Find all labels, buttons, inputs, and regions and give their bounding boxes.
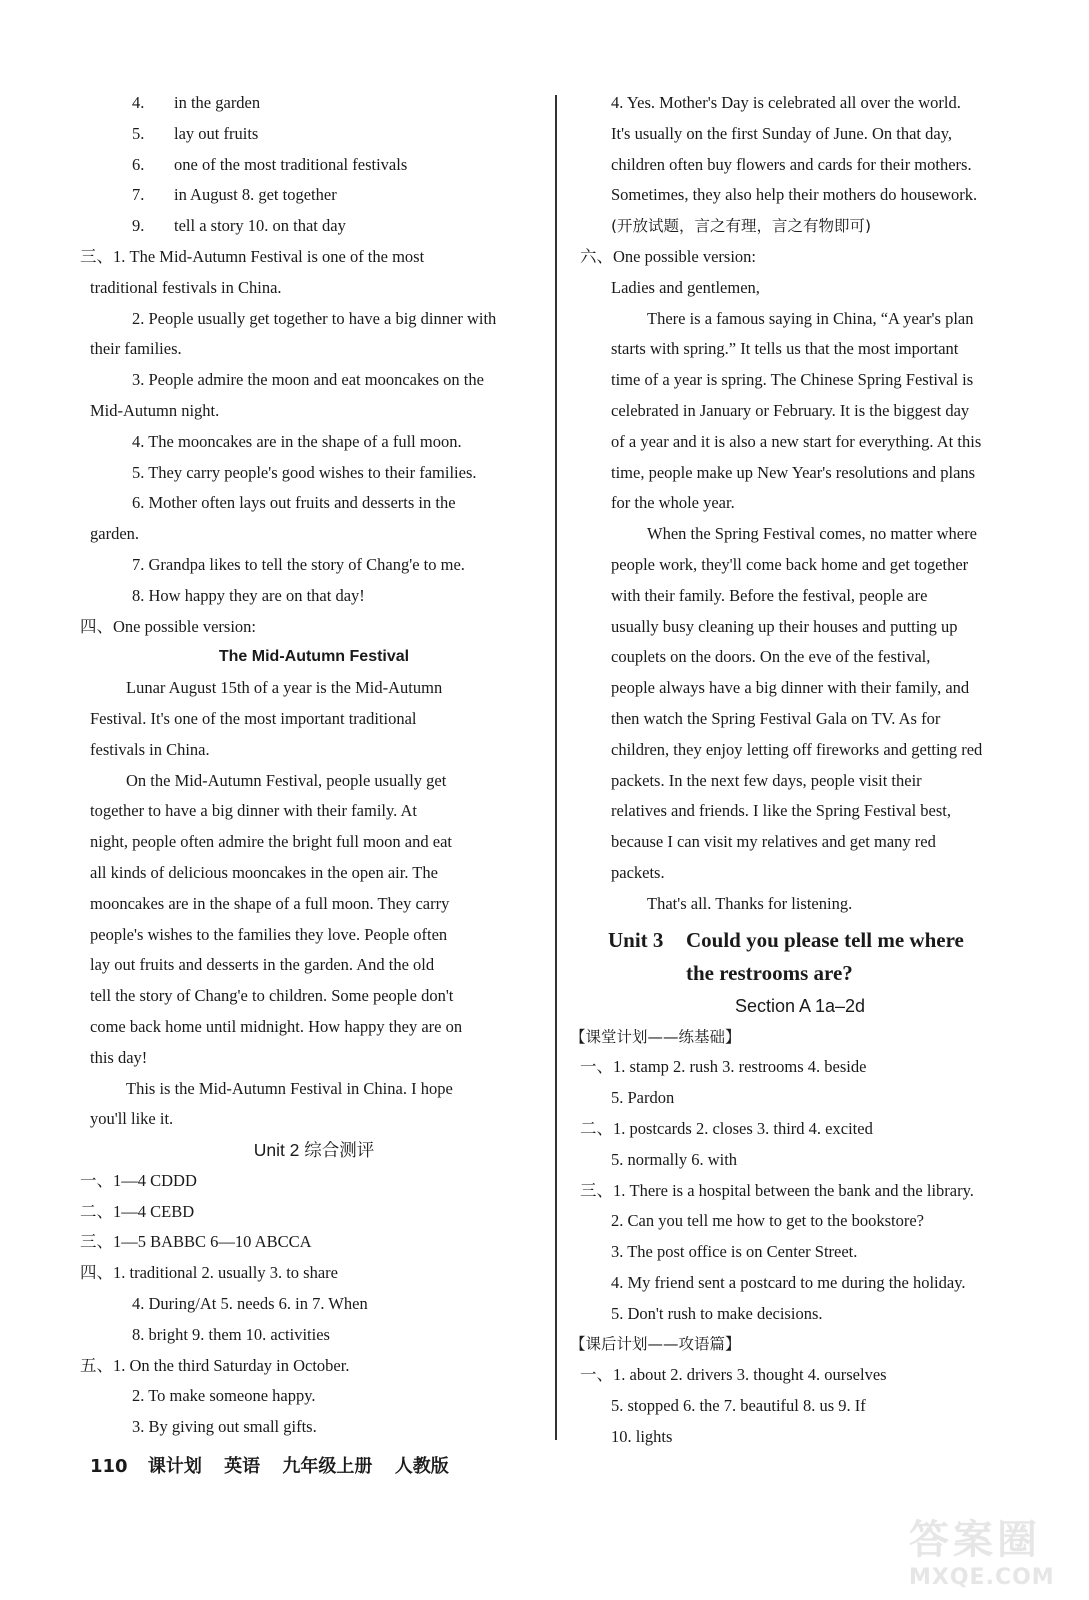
subject-name: 英语 <box>224 1456 261 1477</box>
answer-line: 5. Pardon <box>611 1088 675 1108</box>
answer-line: Mid-Autumn night. <box>90 400 220 420</box>
book-name: 课计划 <box>147 1456 202 1477</box>
answer-line: 4. During/At 5. needs 6. in 7. When <box>132 1294 368 1314</box>
answer-note: (开放试题，言之有理，言之有物即可) <box>611 217 872 236</box>
watermark <box>909 1508 1059 1588</box>
essay-line: This is the Mid-Autumn Festival in China. I hope <box>126 1078 453 1098</box>
answer-line: 5. normally 6. with <box>611 1149 738 1169</box>
speech-line: packets. In the next few days, people visit their <box>611 770 922 790</box>
essay-line: this day! <box>90 1047 148 1067</box>
unit3-title-line: the restrooms are? <box>686 960 853 985</box>
speech-line: because I can visit my relatives and get many red <box>611 832 936 852</box>
watermark-top: 答案圈 <box>909 1517 1041 1563</box>
answer-line: 5. stopped 6. the 7. beautiful 8. us 9. If <box>611 1396 866 1416</box>
answer-line: Sometimes, they also help their mothers do housework. <box>611 185 978 205</box>
speech-line: of a year and it is also a new start for everything. At this <box>611 431 982 451</box>
essay-title: The Mid-Autumn Festival <box>218 648 410 666</box>
section-6-heading: 六、One possible version: <box>580 246 756 266</box>
answer-line: 3. People admire the moon and eat mooncakes on the <box>132 370 484 390</box>
speech-line: celebrated in January or February. It is the biggest day <box>611 400 970 420</box>
essay-line: night, people often admire the bright full moon and eat <box>90 832 452 852</box>
answer-line: It's usually on the first Sunday of June. On that day, <box>611 123 953 143</box>
essay-line: you'll like it. <box>90 1109 174 1129</box>
answer-line: 6. one of the most traditional festivals <box>132 154 408 174</box>
speech-line: time, people make up New Year's resolutions and plans <box>611 462 976 482</box>
speech-salutation: Ladies and gentlemen, <box>611 277 760 297</box>
essay-line: lay out fruits and desserts in the garden. And the old <box>90 955 435 975</box>
answer-line: 7. Grandpa likes to tell the story of Chang'e to me. <box>132 554 465 574</box>
speech-line: people work, they'll come back home and get together <box>611 554 969 574</box>
speech-line: There is a famous saying in China, “A year's plan <box>647 308 974 328</box>
answer-line: 8. bright 9. them 10. activities <box>132 1324 330 1344</box>
answer-line: traditional festivals in China. <box>90 277 282 297</box>
essay-line: together to have a big dinner with their family. At <box>90 801 418 821</box>
answer-line: 5. lay out fruits <box>132 123 259 143</box>
speech-line: then watch the Spring Festival Gala on TV. As for <box>611 708 941 728</box>
watermark-bottom: MXQE.COM <box>909 1565 1055 1590</box>
column-divider <box>555 95 557 1440</box>
essay-line: mooncakes are in the shape of a full moon. They carry <box>90 893 450 913</box>
answer-line: 2. Can you tell me how to get to the bookstore? <box>611 1211 924 1231</box>
essay-line: tell the story of Chang'e to children. Some people don't <box>90 986 454 1006</box>
answer-line: 二、1. postcards 2. closes 3. third 4. excited <box>580 1118 873 1138</box>
answer-line: 二、1—4 CEBD <box>80 1201 195 1221</box>
speech-line: starts with spring.” It tells us that the most important <box>611 339 959 359</box>
answer-line: 4. The mooncakes are in the shape of a full moon. <box>132 431 462 451</box>
answer-line: garden. <box>90 524 140 544</box>
answer-line: 5. They carry people's good wishes to their families. <box>132 462 477 482</box>
speech-line: time of a year is spring. The Chinese Spring Festival is <box>611 370 974 390</box>
answer-line: children often buy flowers and cards for their mothers. <box>611 154 972 174</box>
essay-line: On the Mid-Autumn Festival, people usually get <box>126 770 447 790</box>
speech-line: That's all. Thanks for listening. <box>647 893 853 913</box>
essay-line: festivals in China. <box>90 739 210 759</box>
essay-line: people's wishes to the families they love. People often <box>90 924 448 944</box>
unit2-title: Unit 2 综合测评 <box>253 1140 375 1161</box>
essay-line: come back home until midnight. How happy they are on <box>90 1016 463 1036</box>
answer-line: 4. in the garden <box>132 93 261 112</box>
unit3-title <box>580 924 1020 990</box>
essay-line: Lunar August 15th of a year is the Mid-Autumn <box>126 678 443 698</box>
grade-name: 九年级上册 <box>282 1456 373 1477</box>
unit3-title-line: Could you please tell me where <box>686 927 964 952</box>
answer-line: 2. To make someone happy. <box>132 1386 316 1406</box>
right-column <box>570 88 1020 1453</box>
speech-line: for the whole year. <box>611 493 735 513</box>
answer-line: 4. My friend sent a postcard to me during the holiday. <box>611 1272 966 1292</box>
answer-line: 10. lights <box>611 1426 673 1446</box>
answer-line: 6. Mother often lays out fruits and desserts in the <box>132 493 456 513</box>
answer-line: 三、1—5 BABBC 6—10 ABCCA <box>80 1232 312 1252</box>
essay-line: Festival. It's one of the most important traditional <box>90 708 417 728</box>
after-plan-heading: 【课后计划——攻语篇】 <box>570 1335 741 1354</box>
speech-line: people always have a big dinner with their family, and <box>611 678 970 698</box>
answer-line: their families. <box>90 339 182 359</box>
answer-line: 8. How happy they are on that day! <box>132 585 365 605</box>
section-4-heading: 四、One possible version: <box>80 616 256 636</box>
answer-line: 4. Yes. Mother's Day is celebrated all over the world. <box>611 93 961 112</box>
speech-line: children, they enjoy letting off fireworks and getting red <box>611 739 983 759</box>
answer-line: 四、1. traditional 2. usually 3. to share <box>80 1263 338 1283</box>
answer-line: 一、1. about 2. drivers 3. thought 4. ourselves <box>580 1365 887 1385</box>
answer-line: 一、1—4 CDDD <box>80 1170 197 1190</box>
answer-line: 9. tell a story 10. on that day <box>132 216 346 236</box>
speech-line: with their family. Before the festival, people are <box>611 585 928 605</box>
speech-line: When the Spring Festival comes, no matter where <box>647 524 977 544</box>
speech-line: relatives and friends. I like the Spring Festival best, <box>611 801 952 821</box>
section-3-heading: 三、1. The Mid-Autumn Festival is one of the most <box>80 246 425 266</box>
speech-line: couplets on the doors. On the eve of the festival, <box>611 647 931 667</box>
edition-name: 人教版 <box>394 1456 449 1477</box>
answer-line: 3. The post office is on Center Street. <box>611 1242 858 1262</box>
class-plan-heading: 【课堂计划——练基础】 <box>570 1027 741 1046</box>
answer-line: 三、1. There is a hospital between the bank and the library. <box>580 1180 974 1200</box>
answer-line: 一、1. stamp 2. rush 3. restrooms 4. beside <box>580 1057 867 1077</box>
page-footer <box>90 1452 449 1478</box>
unit3-label: Unit 3 <box>608 927 664 952</box>
answer-line: 2. People usually get together to have a big dinner with <box>132 308 497 328</box>
speech-line: usually busy cleaning up their houses and putting up <box>611 616 958 636</box>
essay-line: all kinds of delicious mooncakes in the open air. The <box>90 862 438 882</box>
answer-line: 五、1. On the third Saturday in October. <box>80 1355 350 1375</box>
page-number: 110 <box>90 1456 128 1477</box>
answer-line: 7. in August 8. get together <box>132 185 337 205</box>
speech-line: packets. <box>611 862 665 882</box>
section-title: Section A 1a–2d <box>734 995 866 1016</box>
answer-line: 5. Don't rush to make decisions. <box>611 1303 823 1323</box>
answer-line: 3. By giving out small gifts. <box>132 1417 317 1437</box>
left-column <box>80 88 538 1443</box>
